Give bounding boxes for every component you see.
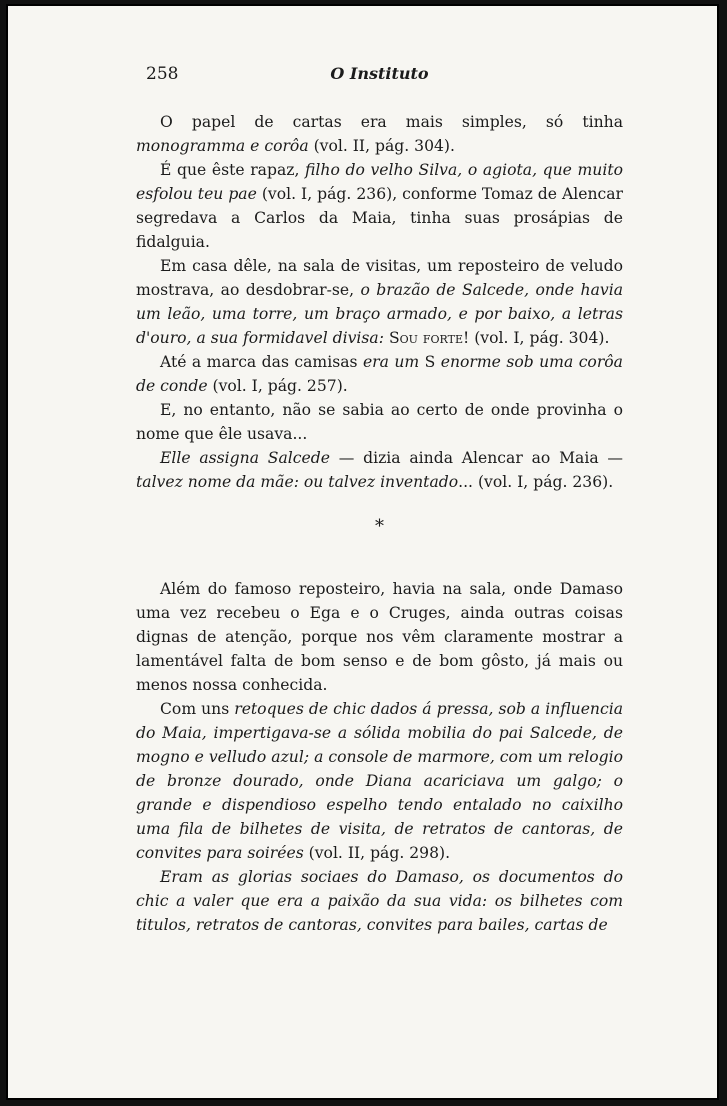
text-run: o brazão de Salcede, onde havia um leão, uma torre, um braço armado, e por baixo, a letras d'ouro, a sua formidavel divisa: [136, 281, 623, 347]
text-run: S [419, 353, 441, 371]
text-run: monogramma e corôa [136, 137, 309, 155]
text-run: Elle assigna Salcede [160, 449, 330, 467]
paragraph [136, 110, 623, 158]
text-run: — dizia ainda Alencar ao Maia — [329, 449, 624, 467]
paragraph [136, 350, 623, 398]
text-run: Em casa dêle, na sala de visitas, um reposteiro de veludo mostrava, ao desdobrar-se, [136, 257, 623, 299]
paragraph [136, 577, 623, 697]
text-run: filho do velho Silva, o agiota, que muito esfolou teu pae [136, 161, 623, 203]
text-run: ... (vol. I, pág. 236). [458, 473, 614, 491]
text-run: Até a marca das camisas [160, 353, 363, 371]
text-run: era um [362, 353, 420, 371]
paragraph [136, 697, 623, 865]
paragraph [136, 865, 623, 937]
paragraph [136, 398, 623, 446]
text-section-2 [136, 577, 623, 937]
paragraph [136, 254, 623, 350]
text-run: (vol. II, pág. 298). [303, 844, 451, 862]
text-run: Com uns [160, 700, 235, 718]
text-run: Sou forte [388, 329, 463, 347]
text-run: O papel de cartas era mais simples, só tinha [160, 113, 623, 131]
text-run: É que êste rapaz, [160, 161, 306, 179]
text-run: (vol. I, pág. 257). [207, 377, 348, 395]
text-run: enorme sob uma corôa de conde [136, 353, 623, 395]
text-run: Além do famoso reposteiro, havia na sala, onde Damaso uma vez recebeu o Ega e o Cruges, ainda outras coisas dignas de atenção, porque nos vêm claramente mostrar a lamentável falta de bom senso e de bom gôsto, já mais ou menos nossa conhecida. [136, 580, 623, 694]
text-run: retoques de chic dados á pressa, sob a influencia do Maia, impertigava-se a sólida mobilia do pai Salcede, de mogno e velludo azul; a console de marmore, com um relogio de bronze dourado, onde Diana acariciava um galgo; o grande e dispendioso espelho tendo entalado no caixilho uma fila de bilhetes de visita, de retratos de cantoras, de convites para soirées [136, 700, 623, 862]
text-run: E, no entanto, não se sabia ao certo de onde provinha o nome que êle usava... [136, 401, 623, 443]
paragraph [136, 158, 623, 254]
page-number: 258 [146, 64, 179, 84]
document-page [136, 64, 623, 937]
page-frame [6, 4, 719, 1100]
section-separator: * [375, 516, 384, 537]
text-run: talvez nome da mãe: ou talvez inventado [136, 473, 459, 491]
text-run: Eram as glorias sociaes do Damaso, os documentos do chic a valer que era a paixão da sua vida: os bilhetes com titulos, retratos de cantoras, convites para bailes, cartas de [136, 868, 623, 934]
text-run: (vol. I, pág. 236), conforme Tomaz de Alencar segredava a Carlos da Maia, tinha suas prosápias de fidalguia. [136, 185, 623, 251]
text-run: (vol. II, pág. 304). [308, 137, 455, 155]
paragraph [136, 446, 623, 494]
running-title: O Instituto [330, 64, 429, 83]
text-section-1 [136, 110, 623, 494]
text-run: ! (vol. I, pág. 304). [462, 329, 610, 347]
page-header [136, 64, 623, 86]
